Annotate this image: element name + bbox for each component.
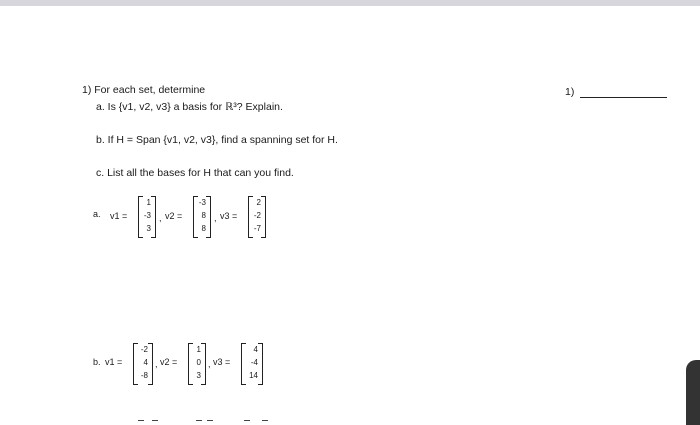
set-b-label: b. — [93, 357, 101, 367]
set-a-v2-entry-1: -3 — [198, 198, 206, 207]
set-b-separator-2: , — [208, 359, 211, 369]
set-b-v2-vector — [188, 343, 206, 385]
cutoff-bracket-top — [207, 420, 213, 424]
set-a-v1-name: v1 = — [110, 211, 128, 221]
set-b-v1-entry-3: -8 — [140, 371, 148, 380]
set-a-v3-entry-2: -2 — [253, 211, 261, 220]
cutoff-bracket-top — [244, 420, 250, 424]
set-a-v1-vector — [138, 196, 156, 238]
set-a-v3-entry-1: 2 — [256, 198, 261, 207]
set-a-v3-name: v3 = — [220, 211, 238, 221]
set-a-v1-entry-3: 3 — [146, 224, 151, 233]
set-a-v2-vector — [193, 196, 211, 238]
page-corner-shadow — [686, 360, 700, 425]
set-a-v3-vector — [248, 196, 266, 238]
set-a-separator-1: , — [159, 213, 162, 223]
set-b-v2-entry-3: 3 — [196, 371, 201, 380]
set-a-v3-entry-3: -7 — [253, 224, 261, 233]
answer-blank-line[interactable] — [580, 97, 667, 98]
answer-label: 1) — [565, 86, 575, 98]
set-b-v3-entry-3: 14 — [249, 371, 258, 380]
set-a-v2-entry-2: 8 — [201, 211, 206, 220]
set-a-v2-entry-3: 8 — [201, 224, 206, 233]
cutoff-bracket-top — [138, 420, 144, 424]
set-a-v2-name: v2 = — [165, 211, 183, 221]
part-c-question: c. List all the bases for H that can you find. — [96, 167, 294, 179]
set-b-v2-entry-2: 0 — [196, 358, 201, 367]
set-b-v2-entry-1: 1 — [196, 345, 201, 354]
set-b-v3-entry-2: -4 — [250, 358, 258, 367]
cutoff-bracket-top — [152, 420, 158, 424]
set-b-v1-vector — [133, 343, 153, 385]
part-a-question: a. Is {v1, v2, v3} a basis for ℝ³? Explain. — [96, 101, 283, 113]
problem-header: 1) For each set, determine — [82, 84, 206, 96]
set-b-v1-name: v1 = — [105, 357, 123, 367]
part-b-question: b. If H = Span {v1, v2, v3}, find a spanning set for H. — [96, 134, 338, 146]
set-a-label: a. — [93, 209, 101, 219]
set-b-v2-name: v2 = — [160, 357, 178, 367]
set-a-v1-entry-2: -3 — [143, 211, 151, 220]
set-b-v3-vector — [241, 343, 263, 385]
set-b-v1-entry-1: -2 — [140, 345, 148, 354]
set-b-v1-entry-2: 4 — [143, 358, 148, 367]
top-bar — [0, 0, 700, 6]
cutoff-bracket-top — [262, 420, 268, 424]
set-b-v3-entry-1: 4 — [253, 345, 258, 354]
set-a-separator-2: , — [214, 213, 217, 223]
set-b-separator-1: , — [155, 359, 158, 369]
set-b-v3-name: v3 = — [213, 357, 231, 367]
cutoff-bracket-top — [196, 420, 202, 424]
set-a-v1-entry-1: 1 — [146, 198, 151, 207]
